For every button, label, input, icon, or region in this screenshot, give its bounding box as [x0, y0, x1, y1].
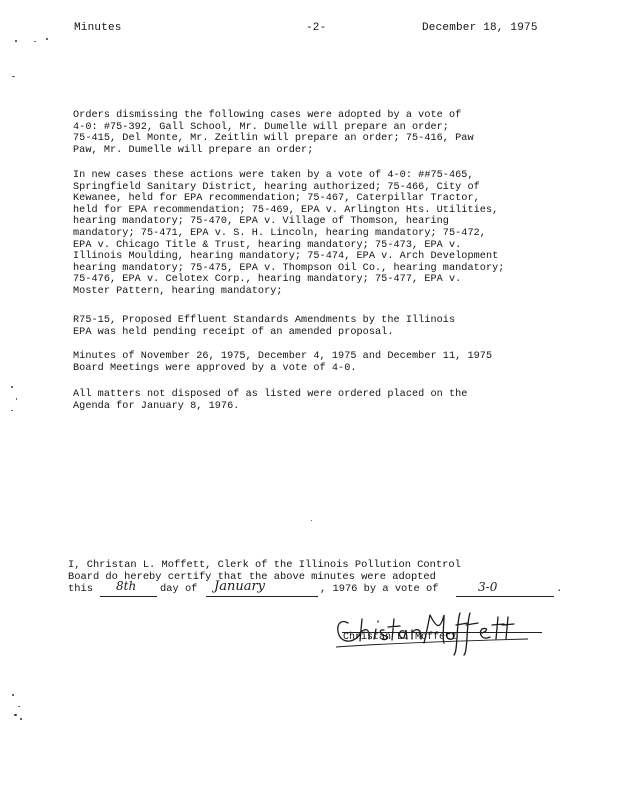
- scan-speck: [18, 706, 20, 707]
- vote-blank-line: [456, 596, 554, 597]
- scan-speck: [16, 398, 17, 400]
- handwritten-day: 8th: [116, 579, 137, 593]
- paragraph-r75-15: R75-15, Proposed Effluent Standards Amendments by the Illinois EPA was held pending receipt of an amended proposal.: [73, 315, 456, 338]
- scan-speck: [15, 40, 17, 42]
- scan-speck: [311, 520, 312, 521]
- scan-speck: [11, 386, 13, 388]
- scan-speck: [12, 694, 14, 696]
- certification-day-of: day of: [160, 583, 198, 595]
- paragraph-new-cases: In new cases these actions were taken by a vote of 4-0: ##75-465, Springfield Sanitary District, hearing authorized; 75-466, City of Kewanee, held for EPA recommendation; 75-467, Caterpillar Tractor, held for EPA recommendation; 75-469, EPA v. Arlington Hts. Utilities, hearing mandatory; 75-470, EPA v. Village of Thomson, hearing mandatory; 75-471, EPA v. S. H. Lincoln, hearing mandatory; 75-472, EPA v. Chicago Title & Trust, hearing mandatory; 75-473, EPA v. Illinois Moulding, hearing mandatory; 75-474, EPA v. Arch Development hearing mandatory; 75-475, EPA v. Thompson Oil Co., hearing mandatory; 75-476, EPA v. Celotex Corp., hearing mandatory; 75-477, EPA v. Moster Pattern, hearing mandatory;: [73, 170, 505, 297]
- scan-speck: [34, 41, 36, 42]
- certification-this: this: [68, 583, 93, 595]
- scan-speck: [14, 714, 17, 716]
- month-blank-line: [206, 596, 318, 597]
- certification-line-2: Board do hereby certify that the above minutes were adopted: [68, 571, 436, 583]
- scan-speck: [20, 718, 22, 720]
- handwritten-signature: [332, 605, 547, 657]
- paragraph-minutes-approved: Minutes of November 26, 1975, December 4, 1975 and December 11, 1975 Board Meetings were approved by a vote of 4-0.: [73, 351, 493, 374]
- paragraph-orders-dismissing: Orders dismissing the following cases were adopted by a vote of 4-0: #75-392, Gall School, Mr. Dumelle will prepare an order; 75-415, Del Monte, Mr. Zeitlin will prepare an order; 75-416, Paw Paw, Mr. Dumelle will prepare an order;: [73, 110, 474, 156]
- certification-period: .: [556, 583, 563, 595]
- header-page-number: -2-: [306, 22, 327, 34]
- handwritten-vote: 3-0: [478, 580, 498, 594]
- paragraph-matters-not-disposed: All matters not disposed of as listed were ordered placed on the Agenda for January 8, 1976.: [73, 389, 468, 412]
- scan-speck: [12, 76, 15, 77]
- header-date: December 18, 1975: [422, 22, 538, 34]
- day-blank-line: [100, 596, 157, 597]
- header-title: Minutes: [74, 22, 122, 34]
- signature-printed-name: Christan L. Moffett: [343, 632, 458, 643]
- scan-speck: [11, 410, 13, 411]
- handwritten-month: January: [214, 579, 266, 594]
- certification-line-1: I, Christan L. Moffett, Clerk of the Illinois Pollution Control: [68, 559, 461, 571]
- scan-speck: [46, 38, 48, 40]
- certification-year-vote: , 1976 by a vote of: [320, 583, 439, 595]
